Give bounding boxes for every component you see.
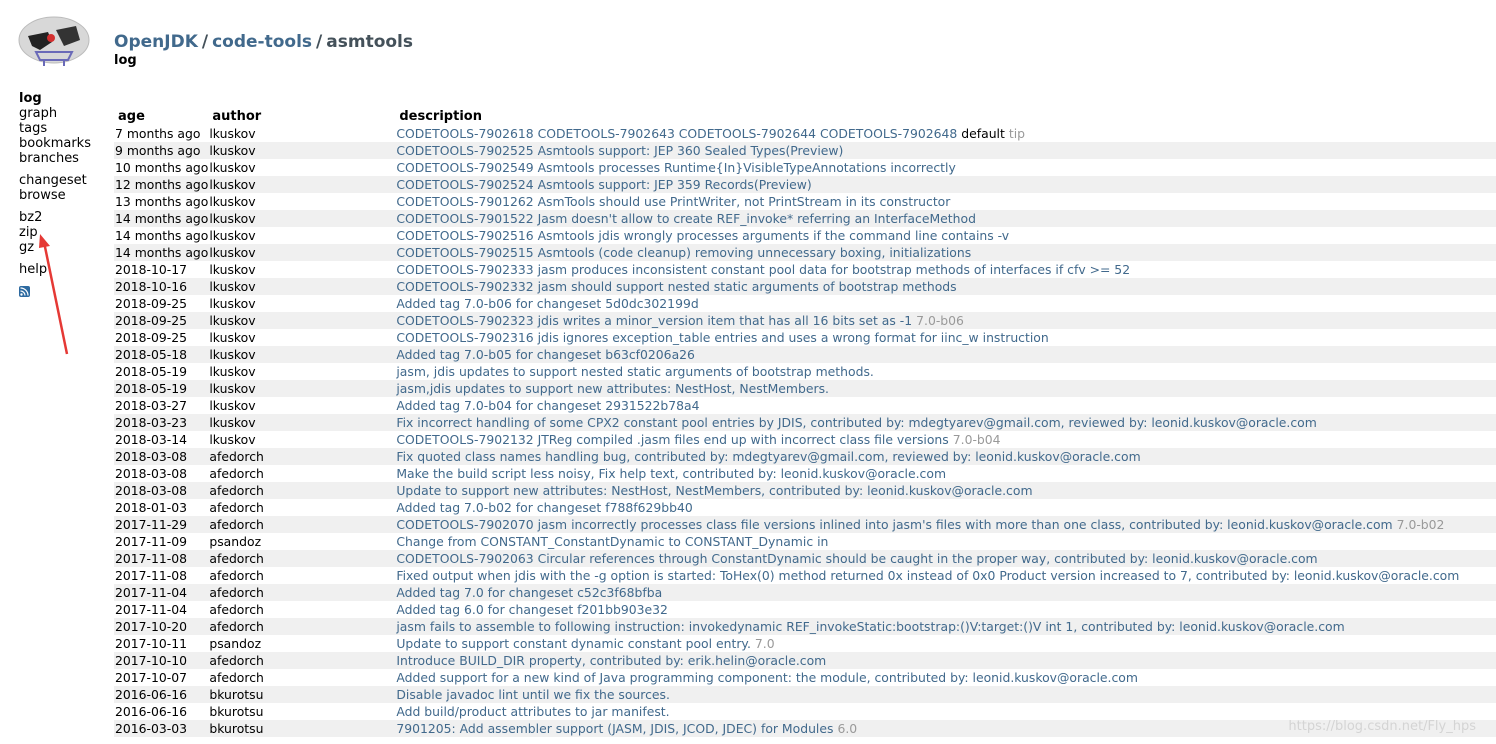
row-age: 2016-06-16 [114, 686, 208, 703]
changeset-link[interactable]: Added support for a new kind of Java programming component: the module, contributed by: leonid.kuskov@oracle.com [396, 670, 1138, 685]
changeset-link[interactable]: 7901205: Add assembler support (JASM, JDIS, JCOD, JDEC) for Modules [396, 721, 834, 736]
breadcrumb-separator: / [201, 32, 209, 52]
row-age: 2017-11-04 [115, 602, 188, 617]
changeset-link[interactable]: jasm, jdis updates to support nested static arguments of bootstrap methods. [396, 364, 874, 379]
row-description [395, 380, 1496, 397]
row-age: 2018-03-27 [115, 398, 188, 413]
breadcrumb-separator: / [316, 32, 323, 52]
row-description [395, 499, 1496, 516]
changeset-link[interactable]: CODETOOLS-7902524 Asmtools support: JEP 359 Records(Preview) [396, 177, 812, 192]
table-row [114, 652, 1496, 669]
row-author: lkuskov [209, 432, 256, 447]
table-row [114, 261, 1496, 278]
watermark: https://blog.csdn.net/Fly_hps [1288, 719, 1476, 734]
changeset-link[interactable]: CODETOOLS-7902333 jasm produces inconsistent constant pool data for bootstrap methods of interfaces if cfv >= 52 [396, 262, 1131, 277]
changeset-link[interactable]: jasm fails to assemble to following instruction: invokedynamic REF_invokeStatic:bootstrap:()V:target:()V int 1, contributed by: leonid.kuskov@oracle.com [396, 619, 1345, 634]
row-description [395, 431, 1496, 448]
row-author: psandoz [209, 636, 262, 651]
row-age: 2018-05-19 [115, 364, 188, 379]
rss-icon[interactable] [19, 286, 30, 297]
row-age: 7 months ago [115, 126, 201, 141]
table-row [114, 329, 1496, 346]
red-arrow-annotation [36, 232, 72, 360]
row-age: 2018-03-08 [115, 466, 188, 481]
changeset-link[interactable]: Disable javadoc lint until we fix the sources. [396, 687, 670, 702]
table-row [114, 176, 1496, 193]
table-row [114, 244, 1496, 261]
row-description [395, 397, 1496, 414]
table-row [114, 448, 1496, 465]
row-description [395, 159, 1496, 176]
row-description [395, 125, 1496, 142]
row-description [395, 295, 1496, 312]
row-age: 2018-03-23 [114, 414, 208, 431]
row-author: bkurotsu [208, 720, 395, 737]
breadcrumb-openjdk[interactable]: OpenJDK [114, 32, 198, 52]
table-row [114, 414, 1496, 431]
row-description [395, 516, 1496, 533]
row-age: 2018-03-14 [115, 432, 188, 447]
changeset-link[interactable]: CODETOOLS-7902525 Asmtools support: JEP 360 Sealed Types(Preview) [396, 143, 844, 158]
row-author: lkuskov [209, 364, 256, 379]
changeset-link[interactable]: Added tag 7.0-b06 for changeset 5d0dc302199d [396, 296, 699, 311]
menu-item-gz[interactable]: gz [19, 240, 35, 255]
table-row [114, 380, 1496, 397]
row-author: afedorch [208, 584, 395, 601]
menu-item-help[interactable]: help [19, 262, 48, 277]
row-age: 2016-06-16 [115, 704, 188, 719]
page-subtitle: log [114, 53, 137, 68]
row-age: 2017-11-29 [114, 516, 208, 533]
row-author: afedorch [208, 550, 395, 567]
row-author: lkuskov [209, 296, 256, 311]
row-author: lkuskov [208, 176, 395, 193]
row-author: afedorch [208, 618, 395, 635]
row-age: 2018-01-03 [115, 500, 188, 515]
row-description [395, 686, 1496, 703]
row-description [395, 278, 1496, 295]
menu-item-zip[interactable]: zip [19, 225, 38, 240]
row-author: lkuskov [209, 126, 256, 141]
breadcrumb-code-tools[interactable]: code-tools [212, 32, 313, 52]
changeset-link[interactable]: Introduce BUILD_DIR property, contributed by: erik.helin@oracle.com [396, 653, 827, 668]
branch-label: default [961, 126, 1005, 141]
column-header-description: description [399, 109, 482, 124]
row-description [395, 261, 1496, 278]
changeset-link[interactable]: Update to support new attributes: NestHost, NestMembers, contributed by: leonid.kuskov@oracle.com [396, 483, 1033, 498]
changeset-link[interactable]: CODETOOLS-7902516 Asmtools jdis wrongly processes arguments if the command line contains -v [396, 228, 1010, 243]
changeset-link[interactable]: Fix incorrect handling of some CPX2 constant pool entries by JDIS, contributed by: mdegtyarev@gmail.com, reviewed by: leonid.kuskov@oracle.com [396, 415, 1317, 430]
row-age: 2017-10-07 [115, 670, 188, 685]
breadcrumb-asmtools: asmtools [326, 32, 414, 52]
table-row [114, 703, 1496, 720]
row-description [395, 312, 1496, 329]
row-description [395, 635, 1496, 652]
changelog-table [114, 108, 1496, 737]
row-age: 2017-11-04 [114, 584, 208, 601]
row-author: lkuskov [208, 278, 395, 295]
row-author: afedorch [209, 500, 264, 515]
row-author: lkuskov [208, 346, 395, 363]
row-description [395, 142, 1496, 159]
openjdk-logo-icon[interactable] [18, 16, 90, 68]
tag-label: 7.0-b02 [1396, 517, 1445, 532]
row-description [395, 584, 1496, 601]
row-author: lkuskov [208, 244, 395, 261]
row-author: afedorch [209, 670, 264, 685]
changeset-link[interactable]: CODETOOLS-7902132 JTReg compiled .jasm files end up with incorrect class file versions [396, 432, 949, 447]
menu-item-bookmarks[interactable]: bookmarks [19, 136, 91, 151]
column-header-age: age [118, 109, 145, 124]
table-row [114, 431, 1496, 448]
row-author: lkuskov [209, 228, 256, 243]
changeset-link[interactable]: Added tag 7.0-b02 for changeset f788f629bb40 [396, 500, 693, 515]
row-description [395, 482, 1496, 499]
changeset-link[interactable]: CODETOOLS-7902316 jdis ignores exception_table entries and uses a wrong format for iinc_w instruction [396, 330, 1049, 345]
table-row [114, 669, 1496, 686]
changeset-link[interactable]: Fix quoted class names handling bug, contributed by: mdegtyarev@gmail.com, reviewed by: leonid.kuskov@oracle.com [396, 449, 1141, 464]
row-author: afedorch [209, 568, 264, 583]
changeset-link[interactable]: CODETOOLS-7902618 CODETOOLS-7902643 CODETOOLS-7902644 CODETOOLS-7902648 [396, 126, 958, 141]
table-row [114, 516, 1496, 533]
row-age: 2017-11-08 [114, 550, 208, 567]
breadcrumb [114, 32, 413, 52]
table-row [114, 227, 1496, 244]
row-author: afedorch [208, 516, 395, 533]
row-author: lkuskov [209, 160, 256, 175]
table-row [114, 295, 1496, 312]
row-description [395, 346, 1496, 363]
row-description [395, 703, 1496, 720]
row-description [395, 244, 1496, 261]
row-author: lkuskov [209, 398, 256, 413]
changeset-link[interactable]: Update to support constant dynamic constant pool entry. [396, 636, 751, 651]
table-row [114, 210, 1496, 227]
row-author: lkuskov [208, 210, 395, 227]
changeset-link[interactable]: Added tag 7.0-b04 for changeset 2931522b78a4 [396, 398, 700, 413]
menu-item-branches[interactable]: branches [19, 151, 79, 166]
row-author: bkurotsu [208, 686, 395, 703]
row-author: afedorch [209, 466, 264, 481]
tag-label: 7.0-b04 [952, 432, 1001, 447]
menu-item-browse[interactable]: browse [19, 188, 66, 203]
row-author: bkurotsu [209, 704, 264, 719]
row-description [395, 363, 1496, 380]
tag-label: 6.0 [837, 721, 858, 736]
changeset-link[interactable]: CODETOOLS-7901262 AsmTools should use PrintWriter, not PrintStream in its constructor [396, 194, 951, 209]
row-age: 14 months ago [115, 211, 209, 226]
row-age: 2017-10-10 [114, 652, 208, 669]
changeset-link[interactable]: CODETOOLS-7901522 Jasm doesn't allow to create REF_invoke* referring an InterfaceMethod [396, 211, 976, 226]
table-row [114, 125, 1496, 142]
changeset-link[interactable]: Fixed output when jdis with the -g option is started: ToHex(0) method returned 0x instead of 0x0 Product version increased to 7, contributed by: leonid.kuskov@oracle.com [396, 568, 1460, 583]
row-author: afedorch [208, 652, 395, 669]
table-row [114, 363, 1496, 380]
column-header-author: author [212, 109, 262, 124]
row-age: 2018-09-25 [115, 330, 188, 345]
table-row [114, 567, 1496, 584]
row-author: lkuskov [208, 142, 395, 159]
table-row [114, 278, 1496, 295]
row-description [395, 465, 1496, 482]
table-row [114, 142, 1496, 159]
row-author: lkuskov [209, 262, 256, 277]
changeset-link[interactable]: CODETOOLS-7902323 jdis writes a minor_version item that has all 16 bits set as -1 [396, 313, 913, 328]
changeset-link[interactable]: Added tag 7.0 for changeset c52c3f68bfba [396, 585, 663, 600]
row-author: lkuskov [208, 380, 395, 397]
changeset-link[interactable]: CODETOOLS-7902070 jasm incorrectly processes class file versions inlined into jasm's files with more than one class, contributed by: leonid.kuskov@oracle.com [396, 517, 1393, 532]
changeset-link[interactable]: CODETOOLS-7902515 Asmtools (code cleanup) removing unnecessary boxing, initializations [396, 245, 972, 260]
row-description [395, 227, 1496, 244]
row-age: 13 months ago [115, 194, 209, 209]
tag-label: tip [1008, 126, 1026, 141]
row-age: 2018-05-18 [114, 346, 208, 363]
row-author: afedorch [209, 602, 264, 617]
row-description [395, 652, 1496, 669]
menu-item-graph[interactable]: graph [19, 106, 58, 121]
table-row [114, 499, 1496, 516]
changeset-link[interactable]: CODETOOLS-7902332 jasm should support nested static arguments of bootstrap methods [396, 279, 957, 294]
row-description [395, 618, 1496, 635]
changeset-link[interactable]: Added tag 6.0 for changeset f201bb903e32 [396, 602, 668, 617]
changeset-link[interactable]: CODETOOLS-7902549 Asmtools processes Runtime{In}VisibleTypeAnnotations incorrectly [396, 160, 956, 175]
table-row [114, 397, 1496, 414]
row-age: 2018-05-19 [114, 380, 208, 397]
row-age: 2018-09-25 [114, 312, 208, 329]
row-author: psandoz [209, 534, 262, 549]
row-author: lkuskov [208, 414, 395, 431]
row-age: 2018-10-16 [114, 278, 208, 295]
row-description [395, 567, 1496, 584]
tag-label: 7.0 [754, 636, 775, 651]
changeset-link[interactable]: jasm,jdis updates to support new attributes: NestHost, NestMembers. [396, 381, 829, 396]
row-author: afedorch [208, 482, 395, 499]
row-description [395, 329, 1496, 346]
row-age: 2017-10-20 [114, 618, 208, 635]
table-row [114, 193, 1496, 210]
table-row [114, 686, 1496, 703]
row-description [395, 210, 1496, 227]
row-author: lkuskov [209, 194, 256, 209]
row-description [395, 669, 1496, 686]
row-age: 14 months ago [115, 245, 209, 260]
table-row [114, 618, 1496, 635]
row-author: afedorch [208, 448, 395, 465]
row-description [395, 176, 1496, 193]
row-description [395, 414, 1496, 431]
changelog-body [114, 125, 1496, 737]
table-row [114, 584, 1496, 601]
changeset-link[interactable]: Change from CONSTANT_ConstantDynamic to CONSTANT_Dynamic in [396, 534, 829, 549]
row-author: lkuskov [209, 330, 256, 345]
table-row [114, 312, 1496, 329]
row-age: 2018-10-17 [115, 262, 188, 277]
row-description [395, 550, 1496, 567]
changeset-link[interactable]: Make the build script less noisy, Fix help text, contributed by: leonid.kuskov@oracle.com [396, 466, 947, 481]
table-row [114, 159, 1496, 176]
changeset-link[interactable]: Added tag 7.0-b05 for changeset b63cf0206a26 [396, 347, 695, 362]
row-age: 12 months ago [115, 177, 209, 192]
table-row [114, 550, 1496, 567]
row-age: 2017-11-08 [115, 568, 188, 583]
table-row [114, 482, 1496, 499]
menu-item-tags[interactable]: tags [19, 121, 48, 136]
menu-item-changeset[interactable]: changeset [19, 173, 87, 188]
changelog-table-container [114, 108, 1496, 737]
changeset-link[interactable]: Add build/product attributes to jar manifest. [396, 704, 670, 719]
menu-item-log: log [19, 91, 42, 106]
table-row [114, 346, 1496, 363]
changeset-link[interactable]: CODETOOLS-7902063 Circular references through ConstantDynamic should be caught in the proper way, contributed by: leonid.kuskov@oracle.com [396, 551, 1318, 566]
table-row [114, 465, 1496, 482]
row-age: 2016-03-03 [114, 720, 208, 737]
row-age: 2018-09-25 [115, 296, 188, 311]
row-description [395, 193, 1496, 210]
row-description [395, 601, 1496, 618]
row-description [395, 533, 1496, 550]
table-row [114, 635, 1496, 652]
row-age: 2018-03-08 [114, 448, 208, 465]
table-row [114, 533, 1496, 550]
row-author: lkuskov [208, 312, 395, 329]
row-age: 2018-03-08 [114, 482, 208, 499]
tag-label: 7.0-b06 [916, 313, 964, 328]
row-age: 2017-11-09 [115, 534, 188, 549]
menu-item-bz2[interactable]: bz2 [19, 210, 43, 225]
row-age: 9 months ago [114, 142, 208, 159]
table-row [114, 601, 1496, 618]
row-age: 10 months ago [115, 160, 209, 175]
row-description [395, 448, 1496, 465]
row-age: 14 months ago [115, 228, 209, 243]
row-age: 2017-10-11 [115, 636, 188, 651]
